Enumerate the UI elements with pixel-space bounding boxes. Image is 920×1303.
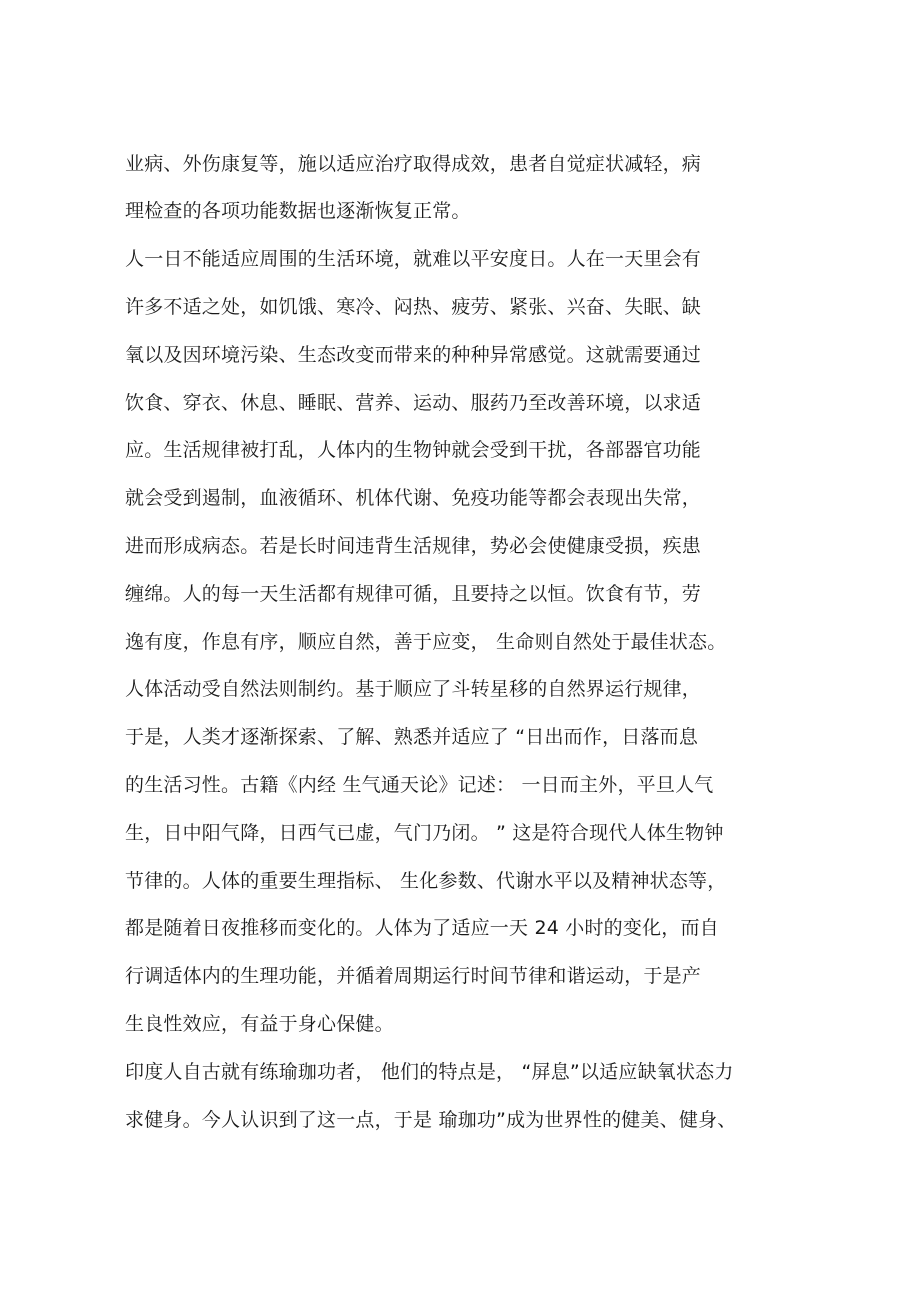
text-line: 人体活动受自然法则制约。基于顺应了斗转星移的自然界运行规律， <box>125 678 702 700</box>
text-line: 生，日中阳气降，日西气已虚，气门乃闭。 ” 这是符合现代人体生物钟 <box>125 822 724 844</box>
text-line: 都是随着日夜推移而变化的。人体为了适应一天 24 小时的变化，而自 <box>125 917 719 939</box>
text-line: 的生活习性。古籍《内经 生气通天论》记述： 一日而主外，平旦人气 <box>125 774 714 796</box>
text-line: 缠绵。人的每一天生活都有规律可循，且要持之以恒。饮食有节，劳 <box>125 583 702 605</box>
text-line: 行调适体内的生理功能，并循着周期运行时间节律和谐运动，于是产 <box>125 965 702 987</box>
text-line: 人一日不能适应周围的生活环境，就难以平安度日。人在一天里会有 <box>125 248 702 270</box>
text-line: 许多不适之处，如饥饿、寒冷、闷热、疲劳、紧张、兴奋、失眠、缺 <box>125 296 702 318</box>
text-line: 理检查的各项功能数据也逐渐恢复正常。 <box>125 200 471 222</box>
text-line: 业病、外伤康复等，施以适应治疗取得成效，患者自觉症状减轻，病 <box>125 153 702 175</box>
text-line: 进而形成病态。若是长时间违背生活规律，势必会使健康受损，疾患 <box>125 535 702 557</box>
text-line: 逸有度，作息有序，顺应自然，善于应变， 生命则自然处于最佳状态。 <box>125 631 727 653</box>
text-line: 生良性效应，有益于身心保健。 <box>125 1013 394 1035</box>
text-line: 印度人自古就有练瑜珈功者， 他们的特点是， “屏息”以适应缺氧状态力 <box>125 1061 734 1083</box>
text-line: 节律的。人体的重要生理指标、 生化参数、代谢水平以及精神状态等， <box>125 870 727 892</box>
text-line: 就会受到遏制，血液循环、机体代谢、免疫功能等都会表现出失常， <box>125 487 702 509</box>
text-line: 求健身。今人认识到了这一点，于是 瑜珈功”成为世界性的健美、健身、 <box>125 1109 737 1131</box>
text-line: 氧以及因环境污染、生态改变而带来的种种异常感觉。这就需要通过 <box>125 344 702 366</box>
text-line: 饮食、穿衣、休息、睡眠、营养、运动、服药乃至改善环境，以求适 <box>125 392 702 414</box>
text-line: 应。生活规律被打乱，人体内的生物钟就会受到干扰，各部器官功能 <box>125 439 702 461</box>
text-line: 于是，人类才逐渐探索、了解、熟悉并适应了 “日出而作，日落而息 <box>125 726 699 748</box>
